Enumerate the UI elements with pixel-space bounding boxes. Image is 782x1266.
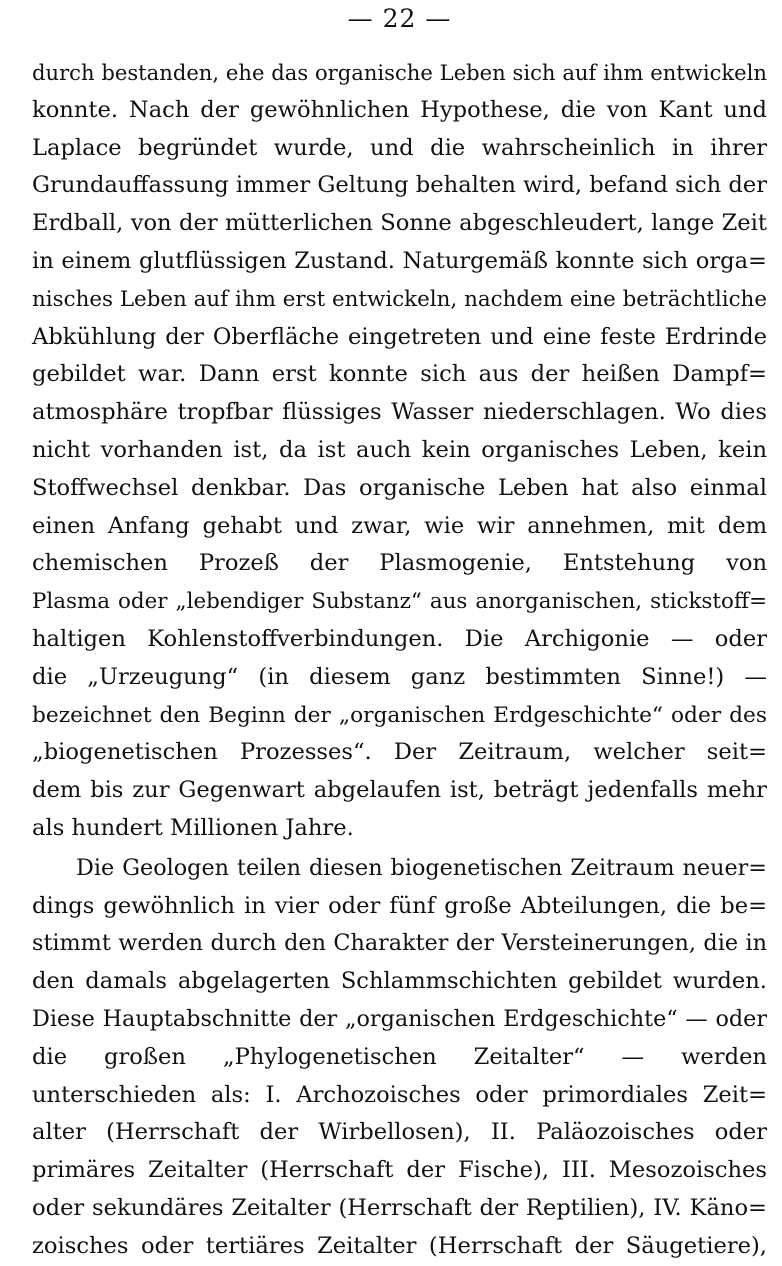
text-line: Diese Hauptabschnitte der „organischen Erdgeschichte“ — oder — [32, 1005, 767, 1032]
text-line: Plasma oder „lebendiger Substanz“ aus anorganischen, stickstoff= — [32, 589, 767, 615]
text-line: durch bestanden, ehe das organische Leben sich auf ihm entwickeln — [32, 60, 767, 85]
text-line: Abkühlung der Oberfläche eingetreten und eine feste Erdrinde — [32, 323, 767, 350]
text-line: alter (Herrschaft der Wirbellosen), II. Paläozoisches oder — [32, 1119, 767, 1146]
text-line: „biogenetischen Prozesses“. Der Zeitraum, welcher seit= — [32, 739, 767, 766]
text-line: bezeichnet den Beginn der „organischen Erdgeschichte“ oder des — [32, 702, 767, 728]
paragraph-1 — [32, 54, 767, 848]
text-line: unterschieden als: I. Archozoisches oder primordiales Zeit= — [32, 1081, 767, 1108]
book-page — [32, 0, 767, 1259]
text-line: haltigen Kohlenstoffverbindungen. Die Archigonie — oder — [32, 625, 767, 652]
text-line: Laplace begründet wurde, und die wahrscheinlich in ihrer — [32, 134, 767, 161]
text-line: stimmt werden durch den Charakter der Versteinerungen, die in — [32, 930, 767, 957]
text-line: einen Anfang gehabt und zwar, wie wir annehmen, mit dem — [32, 512, 767, 539]
text-line: Die Geologen teilen diesen biogenetischen Zeitraum neuer= — [76, 854, 767, 881]
text-line: Stoffwechsel denkbar. Das organische Leben hat also einmal — [32, 474, 767, 501]
text-line: Grundauffassung immer Geltung behalten wird, befand sich der — [32, 172, 767, 199]
text-line: zoisches oder tertiäres Zeitalter (Herrschaft der Säugetiere), — [32, 1232, 767, 1259]
text-line: die „Urzeugung“ (in diesem ganz bestimmten Sinne!) — — [32, 663, 767, 690]
text-line: Erdball, von der mütterlichen Sonne abgeschleudert, lange Zeit — [32, 210, 767, 237]
text-line: atmosphäre tropfbar flüssiges Wasser niederschlagen. Wo dies — [32, 399, 767, 426]
text-line: chemischen Prozeß der Plasmogenie, Entstehung von — [32, 550, 767, 577]
paragraph-2 — [32, 850, 767, 1266]
text-line: die großen „Phylogenetischen Zeitalter“ — werden — [32, 1043, 767, 1070]
text-line: gebildet war. Dann erst konnte sich aus der heißen Dampf= — [32, 361, 767, 388]
text-line: nicht vorhanden ist, da ist auch kein organisches Leben, kein — [32, 436, 767, 463]
text-line: als hundert Millionen Jahre. — [32, 814, 354, 841]
page-number: — 22 — — [347, 4, 452, 33]
text-line: konnte. Nach der gewöhnlichen Hypothese, die von Kant und — [32, 96, 767, 123]
text-line: in einem glutflüssigen Zustand. Naturgemäß konnte sich orga= — [32, 247, 767, 274]
text-line: nisches Leben auf ihm erst entwickeln, nachdem eine beträchtliche — [32, 286, 767, 312]
text-line: primäres Zeitalter (Herrschaft der Fische), III. Mesozoisches — [32, 1157, 767, 1184]
text-line: dem bis zur Gegenwart abgelaufen ist, beträgt jedenfalls mehr — [32, 777, 767, 804]
text-line: den damals abgelagerten Schlammschichten gebildet wurden. — [32, 968, 767, 995]
text-line: dings gewöhnlich in vier oder fünf große Abteilungen, die be= — [32, 892, 767, 919]
text-line: oder sekundäres Zeitalter (Herrschaft der Reptilien), IV. Käno= — [32, 1194, 767, 1221]
